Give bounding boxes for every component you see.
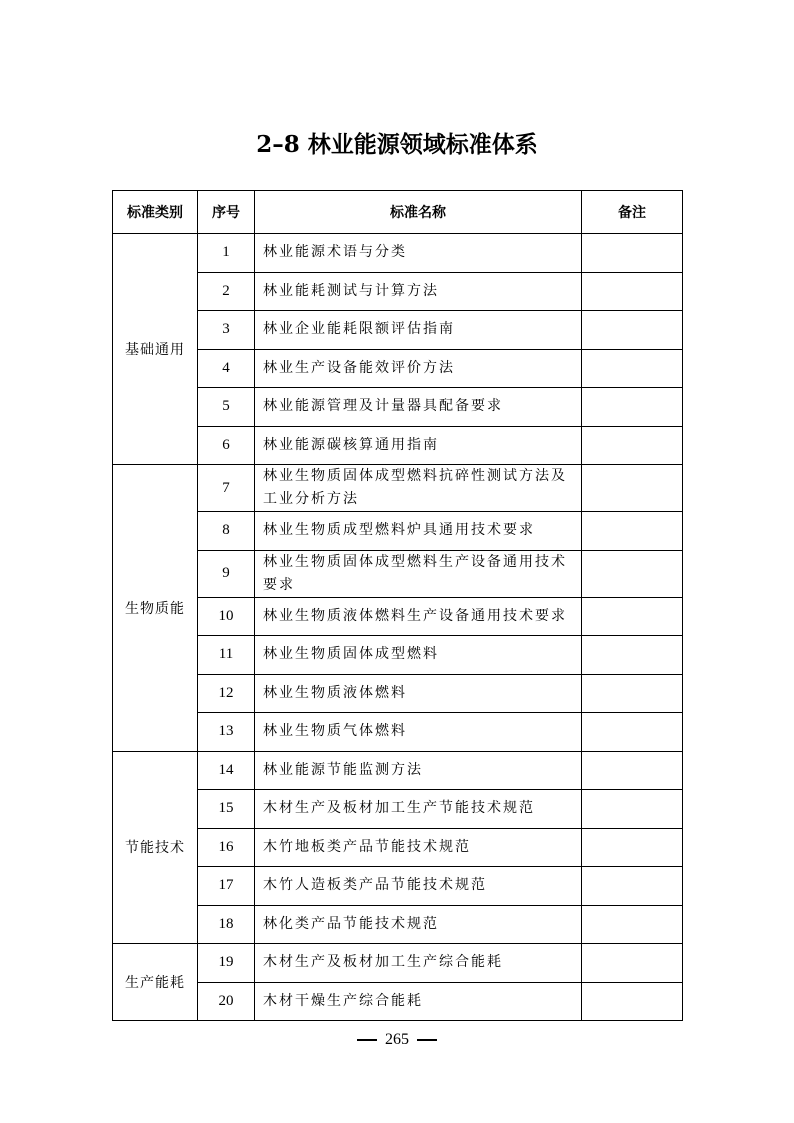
note-cell xyxy=(582,944,683,983)
standard-name-cell: 林业生物质固体成型燃料生产设备通用技术要求 xyxy=(255,550,582,597)
note-cell xyxy=(582,311,683,350)
header-note: 备注 xyxy=(582,191,683,234)
header-name: 标准名称 xyxy=(255,191,582,234)
standard-name-cell: 林业企业能耗限额评估指南 xyxy=(255,311,582,350)
note-cell xyxy=(582,905,683,944)
seq-cell: 20 xyxy=(198,982,255,1021)
header-category: 标准类别 xyxy=(113,191,198,234)
page-footer xyxy=(0,1031,794,1049)
note-cell xyxy=(582,713,683,752)
table-row xyxy=(113,272,683,311)
seq-cell: 7 xyxy=(198,465,255,512)
seq-cell: 19 xyxy=(198,944,255,983)
standard-name-cell: 林业能源术语与分类 xyxy=(255,234,582,273)
table-row xyxy=(113,234,683,273)
footer-dash-left xyxy=(357,1039,377,1041)
note-cell xyxy=(582,234,683,273)
standard-name-cell: 林化类产品节能技术规范 xyxy=(255,905,582,944)
note-cell xyxy=(582,465,683,512)
table-row xyxy=(113,713,683,752)
table-row xyxy=(113,465,683,512)
seq-cell: 5 xyxy=(198,388,255,427)
table-header-row xyxy=(113,191,683,234)
seq-cell: 8 xyxy=(198,512,255,551)
seq-cell: 2 xyxy=(198,272,255,311)
note-cell xyxy=(582,636,683,675)
note-cell xyxy=(582,426,683,465)
note-cell xyxy=(582,982,683,1021)
category-cell: 基础通用 xyxy=(113,234,198,465)
seq-cell: 18 xyxy=(198,905,255,944)
standard-name-cell: 林业生物质固体成型燃料抗碎性测试方法及工业分析方法 xyxy=(255,465,582,512)
standard-name-cell: 林业能源碳核算通用指南 xyxy=(255,426,582,465)
table-row xyxy=(113,311,683,350)
seq-cell: 17 xyxy=(198,867,255,906)
table-row xyxy=(113,751,683,790)
table-row xyxy=(113,349,683,388)
table-row xyxy=(113,867,683,906)
table-row xyxy=(113,550,683,597)
table-row xyxy=(113,636,683,675)
note-cell xyxy=(582,272,683,311)
note-cell xyxy=(582,388,683,427)
category-cell: 生物质能 xyxy=(113,465,198,752)
note-cell xyxy=(582,349,683,388)
seq-cell: 13 xyxy=(198,713,255,752)
seq-cell: 6 xyxy=(198,426,255,465)
table-row xyxy=(113,597,683,636)
table-body xyxy=(113,234,683,1021)
seq-cell: 1 xyxy=(198,234,255,273)
header-seq: 序号 xyxy=(198,191,255,234)
table-row xyxy=(113,426,683,465)
seq-cell: 15 xyxy=(198,790,255,829)
standards-table xyxy=(112,190,683,1021)
note-cell xyxy=(582,550,683,597)
seq-cell: 4 xyxy=(198,349,255,388)
standard-name-cell: 林业能源节能监测方法 xyxy=(255,751,582,790)
standard-name-cell: 木材生产及板材加工生产节能技术规范 xyxy=(255,790,582,829)
seq-cell: 3 xyxy=(198,311,255,350)
note-cell xyxy=(582,751,683,790)
table-row xyxy=(113,512,683,551)
table-row xyxy=(113,674,683,713)
table-row xyxy=(113,790,683,829)
note-cell xyxy=(582,597,683,636)
note-cell xyxy=(582,867,683,906)
seq-cell: 14 xyxy=(198,751,255,790)
standard-name-cell: 林业生物质成型燃料炉具通用技术要求 xyxy=(255,512,582,551)
seq-cell: 16 xyxy=(198,828,255,867)
table-row xyxy=(113,905,683,944)
table-row xyxy=(113,944,683,983)
table-row xyxy=(113,828,683,867)
page-title: 2–8 林业能源领域标准体系 xyxy=(256,131,538,158)
footer-dash-right xyxy=(417,1039,437,1041)
standard-name-cell: 林业生物质气体燃料 xyxy=(255,713,582,752)
note-cell xyxy=(582,790,683,829)
standard-name-cell: 林业能源管理及计量器具配备要求 xyxy=(255,388,582,427)
seq-cell: 11 xyxy=(198,636,255,675)
page-number: 265 xyxy=(385,1031,409,1048)
note-cell xyxy=(582,828,683,867)
standard-name-cell: 林业生物质液体燃料 xyxy=(255,674,582,713)
table-row xyxy=(113,982,683,1021)
table-row xyxy=(113,388,683,427)
category-cell: 生产能耗 xyxy=(113,944,198,1021)
seq-cell: 10 xyxy=(198,597,255,636)
standard-name-cell: 林业生物质液体燃料生产设备通用技术要求 xyxy=(255,597,582,636)
standard-name-cell: 木材生产及板材加工生产综合能耗 xyxy=(255,944,582,983)
standard-name-cell: 林业生产设备能效评价方法 xyxy=(255,349,582,388)
standard-name-cell: 木竹人造板类产品节能技术规范 xyxy=(255,867,582,906)
note-cell xyxy=(582,674,683,713)
standard-name-cell: 林业生物质固体成型燃料 xyxy=(255,636,582,675)
seq-cell: 9 xyxy=(198,550,255,597)
standard-name-cell: 木竹地板类产品节能技术规范 xyxy=(255,828,582,867)
category-cell: 节能技术 xyxy=(113,751,198,944)
seq-cell: 12 xyxy=(198,674,255,713)
note-cell xyxy=(582,512,683,551)
standard-name-cell: 木材干燥生产综合能耗 xyxy=(255,982,582,1021)
standard-name-cell: 林业能耗测试与计算方法 xyxy=(255,272,582,311)
